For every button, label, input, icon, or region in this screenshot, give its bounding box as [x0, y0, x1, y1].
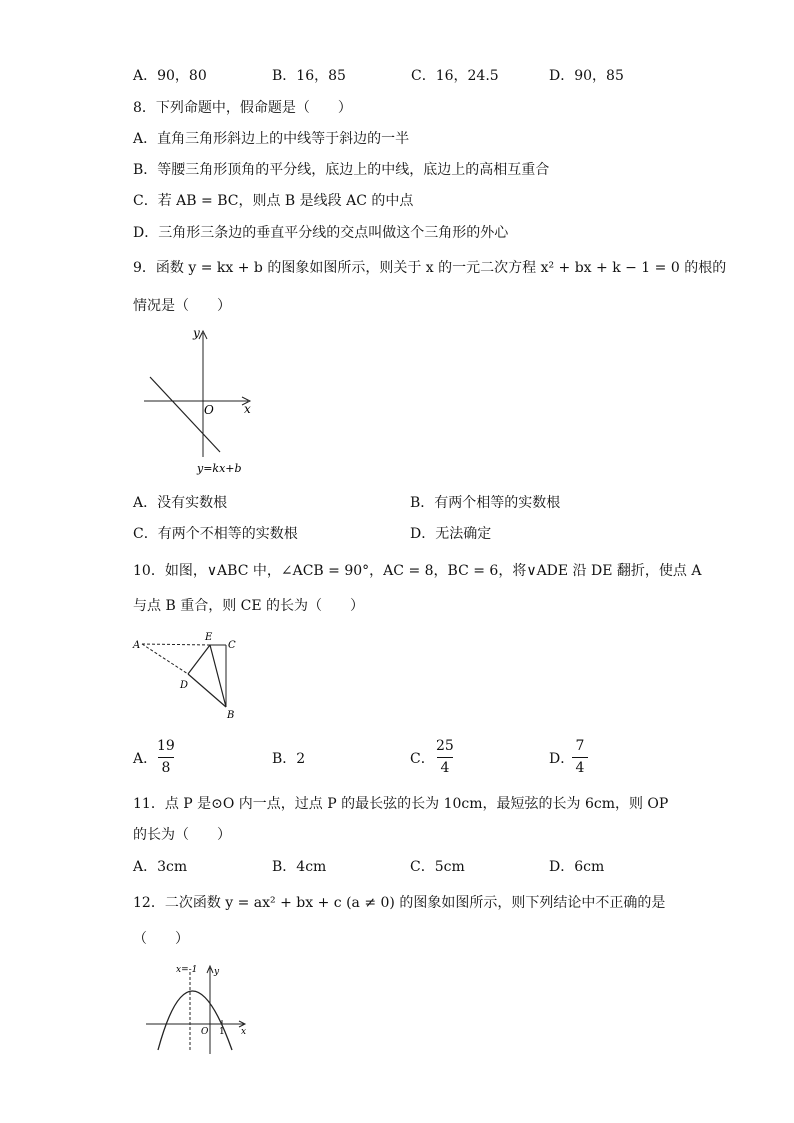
q11-stem-line2: 的长为（ ）	[133, 827, 231, 843]
q7-option-b: B．16，85	[272, 68, 346, 84]
q8-option-a: A．直角三角形斜边上的中线等于斜边的一半	[133, 131, 410, 147]
q12-stem-line1: 12．二次函数 y = ax² + bx + c (a ≠ 0) 的图象如图所示，则下列结论中不正确的是	[133, 895, 666, 911]
q10-option-d-prefix: D．	[549, 751, 575, 767]
q10-seg-AD	[142, 644, 188, 674]
q9-option-d: D．无法确定	[410, 526, 492, 542]
q9-option-c: C．有两个不相等的实数根	[133, 526, 298, 542]
q9-y-label: y	[193, 326, 200, 340]
q11-option-a: A．3cm	[133, 859, 188, 875]
q10-stem-line1: 10．如图，∨ABC 中，∠ACB = 90°，AC = 8，BC = 6，将∨ADE 沿 DE 翻折，使点 A	[133, 563, 702, 579]
q12-axis-label: x=-1	[176, 965, 198, 975]
q9-line-label: y=kx+b	[197, 462, 242, 475]
q10-option-d-fraction	[572, 738, 588, 776]
q12-y-label: y	[214, 967, 220, 977]
q11-option-c: C．5cm	[410, 859, 465, 875]
q9-option-a: A．没有实数根	[133, 495, 228, 511]
q11-option-b: B．4cm	[272, 859, 327, 875]
q10-seg-AE	[142, 644, 210, 645]
q10-label-D: D	[180, 680, 189, 691]
q10-seg-EB	[210, 645, 226, 707]
q10-option-a-den: 8	[161, 760, 171, 776]
q8-option-d: D．三角形三条边的垂直平分线的交点叫做这个三角形的外心	[133, 225, 509, 241]
q10-option-c-bar	[437, 757, 453, 758]
q10-option-c-prefix: C．	[410, 751, 435, 767]
q10-option-d-bar	[572, 757, 588, 758]
q10-seg-ED	[188, 645, 210, 674]
q8-option-c: C．若 AB = BC，则点 B 是线段 AC 的中点	[133, 193, 414, 209]
q10-option-c-num: 25	[436, 738, 454, 754]
q10-option-d-num: 7	[575, 738, 585, 754]
q10-option-a-bar	[158, 757, 174, 758]
q10-label-A: A	[133, 640, 141, 651]
q9-origin-label: O	[204, 403, 214, 417]
q10-option-c-den: 4	[440, 760, 450, 776]
q11-stem-line1: 11．点 P 是⊙O 内一点，过点 P 的最长弦的长为 10cm，最短弦的长为 6cm，则 OP	[133, 796, 669, 812]
q10-option-c-fraction	[436, 738, 454, 776]
q8-option-b: B．等腰三角形顶角的平分线，底边上的中线，底边上的高相互重合	[133, 162, 550, 178]
q7-option-c: C．16，24.5	[411, 68, 499, 84]
q11-option-d: D．6cm	[549, 859, 605, 875]
q9-stem-line2: 情况是（ ）	[133, 298, 231, 314]
q10-label-B: B	[227, 710, 235, 721]
q7-option-d: D．90，85	[549, 68, 624, 84]
q10-figure	[130, 628, 250, 723]
q9-figure	[140, 325, 260, 475]
q9-stem-line1: 9．函数 y = kx + b 的图象如图所示，则关于 x 的一元二次方程 x² + bx + k − 1 = 0 的根的	[133, 260, 727, 276]
q12-x-label: x	[241, 1027, 247, 1037]
q12-stem-line2: （ ）	[133, 931, 189, 947]
q10-option-b: B．2	[272, 751, 306, 767]
q10-stem-line2: 与点 B 重合，则 CE 的长为（ ）	[133, 598, 365, 614]
q10-option-a-prefix: A．	[133, 751, 158, 767]
q9-x-label: x	[244, 402, 251, 416]
q12-parabola	[158, 991, 232, 1050]
q10-option-a-num: 19	[157, 738, 175, 754]
q12-one-label: 1	[219, 1027, 225, 1037]
q7-option-a: A．90，80	[133, 68, 207, 84]
q8-stem: 8．下列命题中，假命题是（ ）	[133, 100, 352, 116]
q10-option-d-den: 4	[575, 760, 585, 776]
q10-option-a-fraction	[157, 738, 175, 776]
q10-seg-DB	[188, 674, 226, 707]
q12-figure	[138, 962, 258, 1057]
q10-label-E: E	[205, 632, 213, 643]
q10-label-C: C	[228, 640, 236, 651]
q9-option-b: B．有两个相等的实数根	[410, 495, 561, 511]
q12-origin-label: O	[201, 1027, 209, 1037]
